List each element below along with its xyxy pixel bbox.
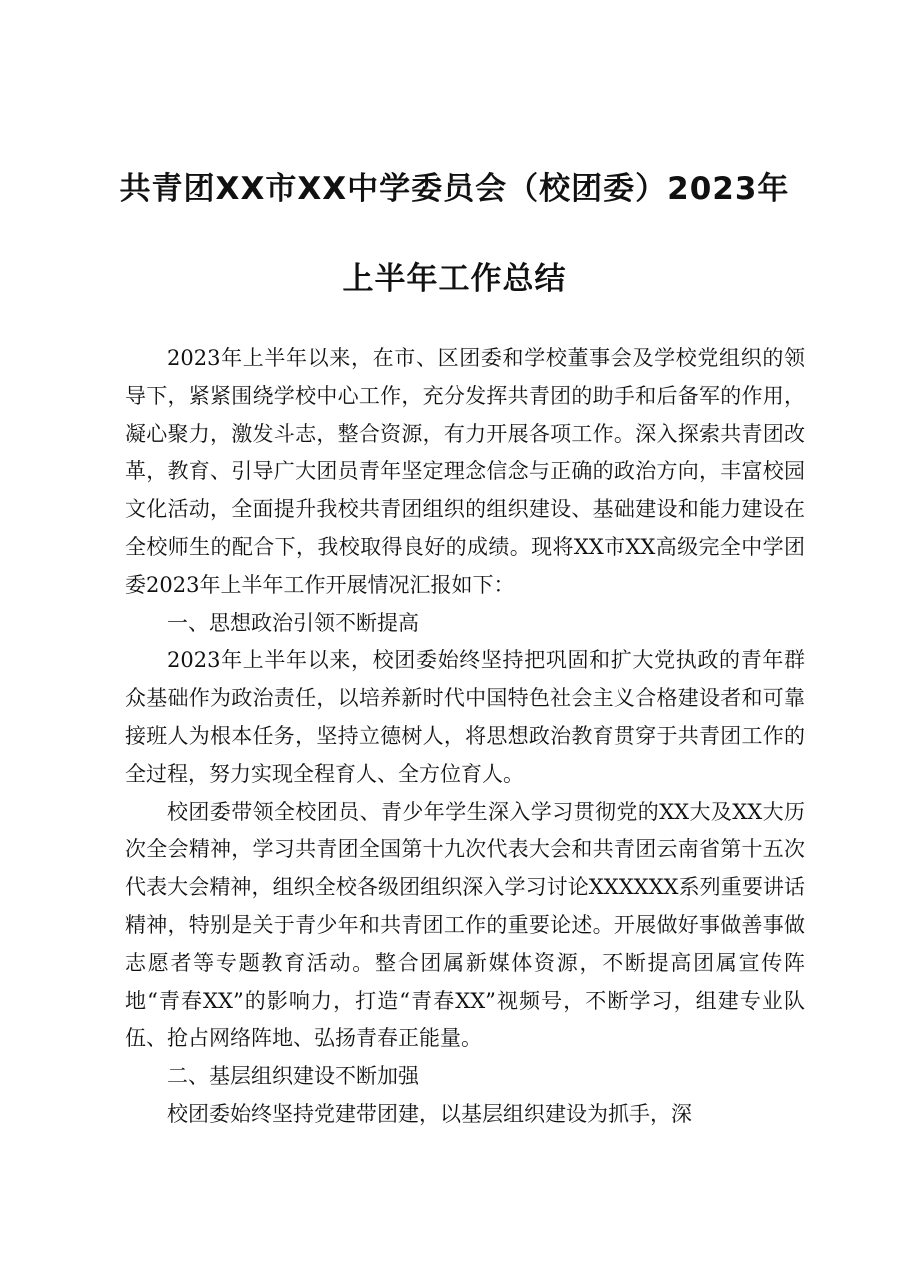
- section-1-paragraph-1: 2023年上半年以来，校团委始终坚持把巩固和扩大党执政的青年群众基础作为政治责任，以培养新时代中国特色社会主义合格建设者和可靠接班人为根本任务，坚持立德树人，将思想政治教育贯穿于共青团工作的全过程，努力实现全程育人、全方位育人。: [125, 648, 805, 786]
- document-title-line-1: 共青团XX市XX中学委员会（校团委）2023年: [119, 171, 790, 207]
- intro-paragraph: 2023年上半年以来，在市、区团委和学校董事会及学校党组织的领导下，紧紧围绕学校中心工作，充分发挥共青团的助手和后备军的作用，凝心聚力，激发斗志，整合资源，有力开展各项工作。深入探索共青团改革，教育、引导广大团员青年坚定理念信念与正确的政治方向，丰富校园文化活动，全面提升我校共青团组织的组织建设、基础建设和能力建设在全校师生的配合下，我校取得良好的成绩。现将XX市XX高级完全中学团委2023年上半年工作开展情况汇报如下：: [125, 346, 805, 597]
- section-1-paragraph-2: 校团委带领全校团员、青少年学生深入学习贯彻党的XX大及XX大历次全会精神，学习共青团全国第十九次代表大会和共青团云南省第十五次代表大会精神，组织全校各级团组织深入学习讨论XXXXXX系列重要讲话精神，特别是关于青少年和共青团工作的重要论述。开展做好事做善事做志愿者等专题教育活动。整合团属新媒体资源，不断提高团属宣传阵地“青春XX”的影响力，打造“青春XX”视频号，不断学习，组建专业队伍、抢占网络阵地、弘扬青春正能量。: [125, 799, 805, 1051]
- document-title-line-2: 上半年工作总结: [342, 261, 567, 297]
- document-body: [125, 340, 805, 1134]
- section-2-paragraph-1: 校团委始终坚持党建带团建，以基层组织建设为抓手，深: [167, 1101, 692, 1126]
- section-heading-1: 一、思想政治引领不断提高: [167, 610, 419, 635]
- section-heading-2: 二、基层组织建设不断加强: [167, 1064, 419, 1089]
